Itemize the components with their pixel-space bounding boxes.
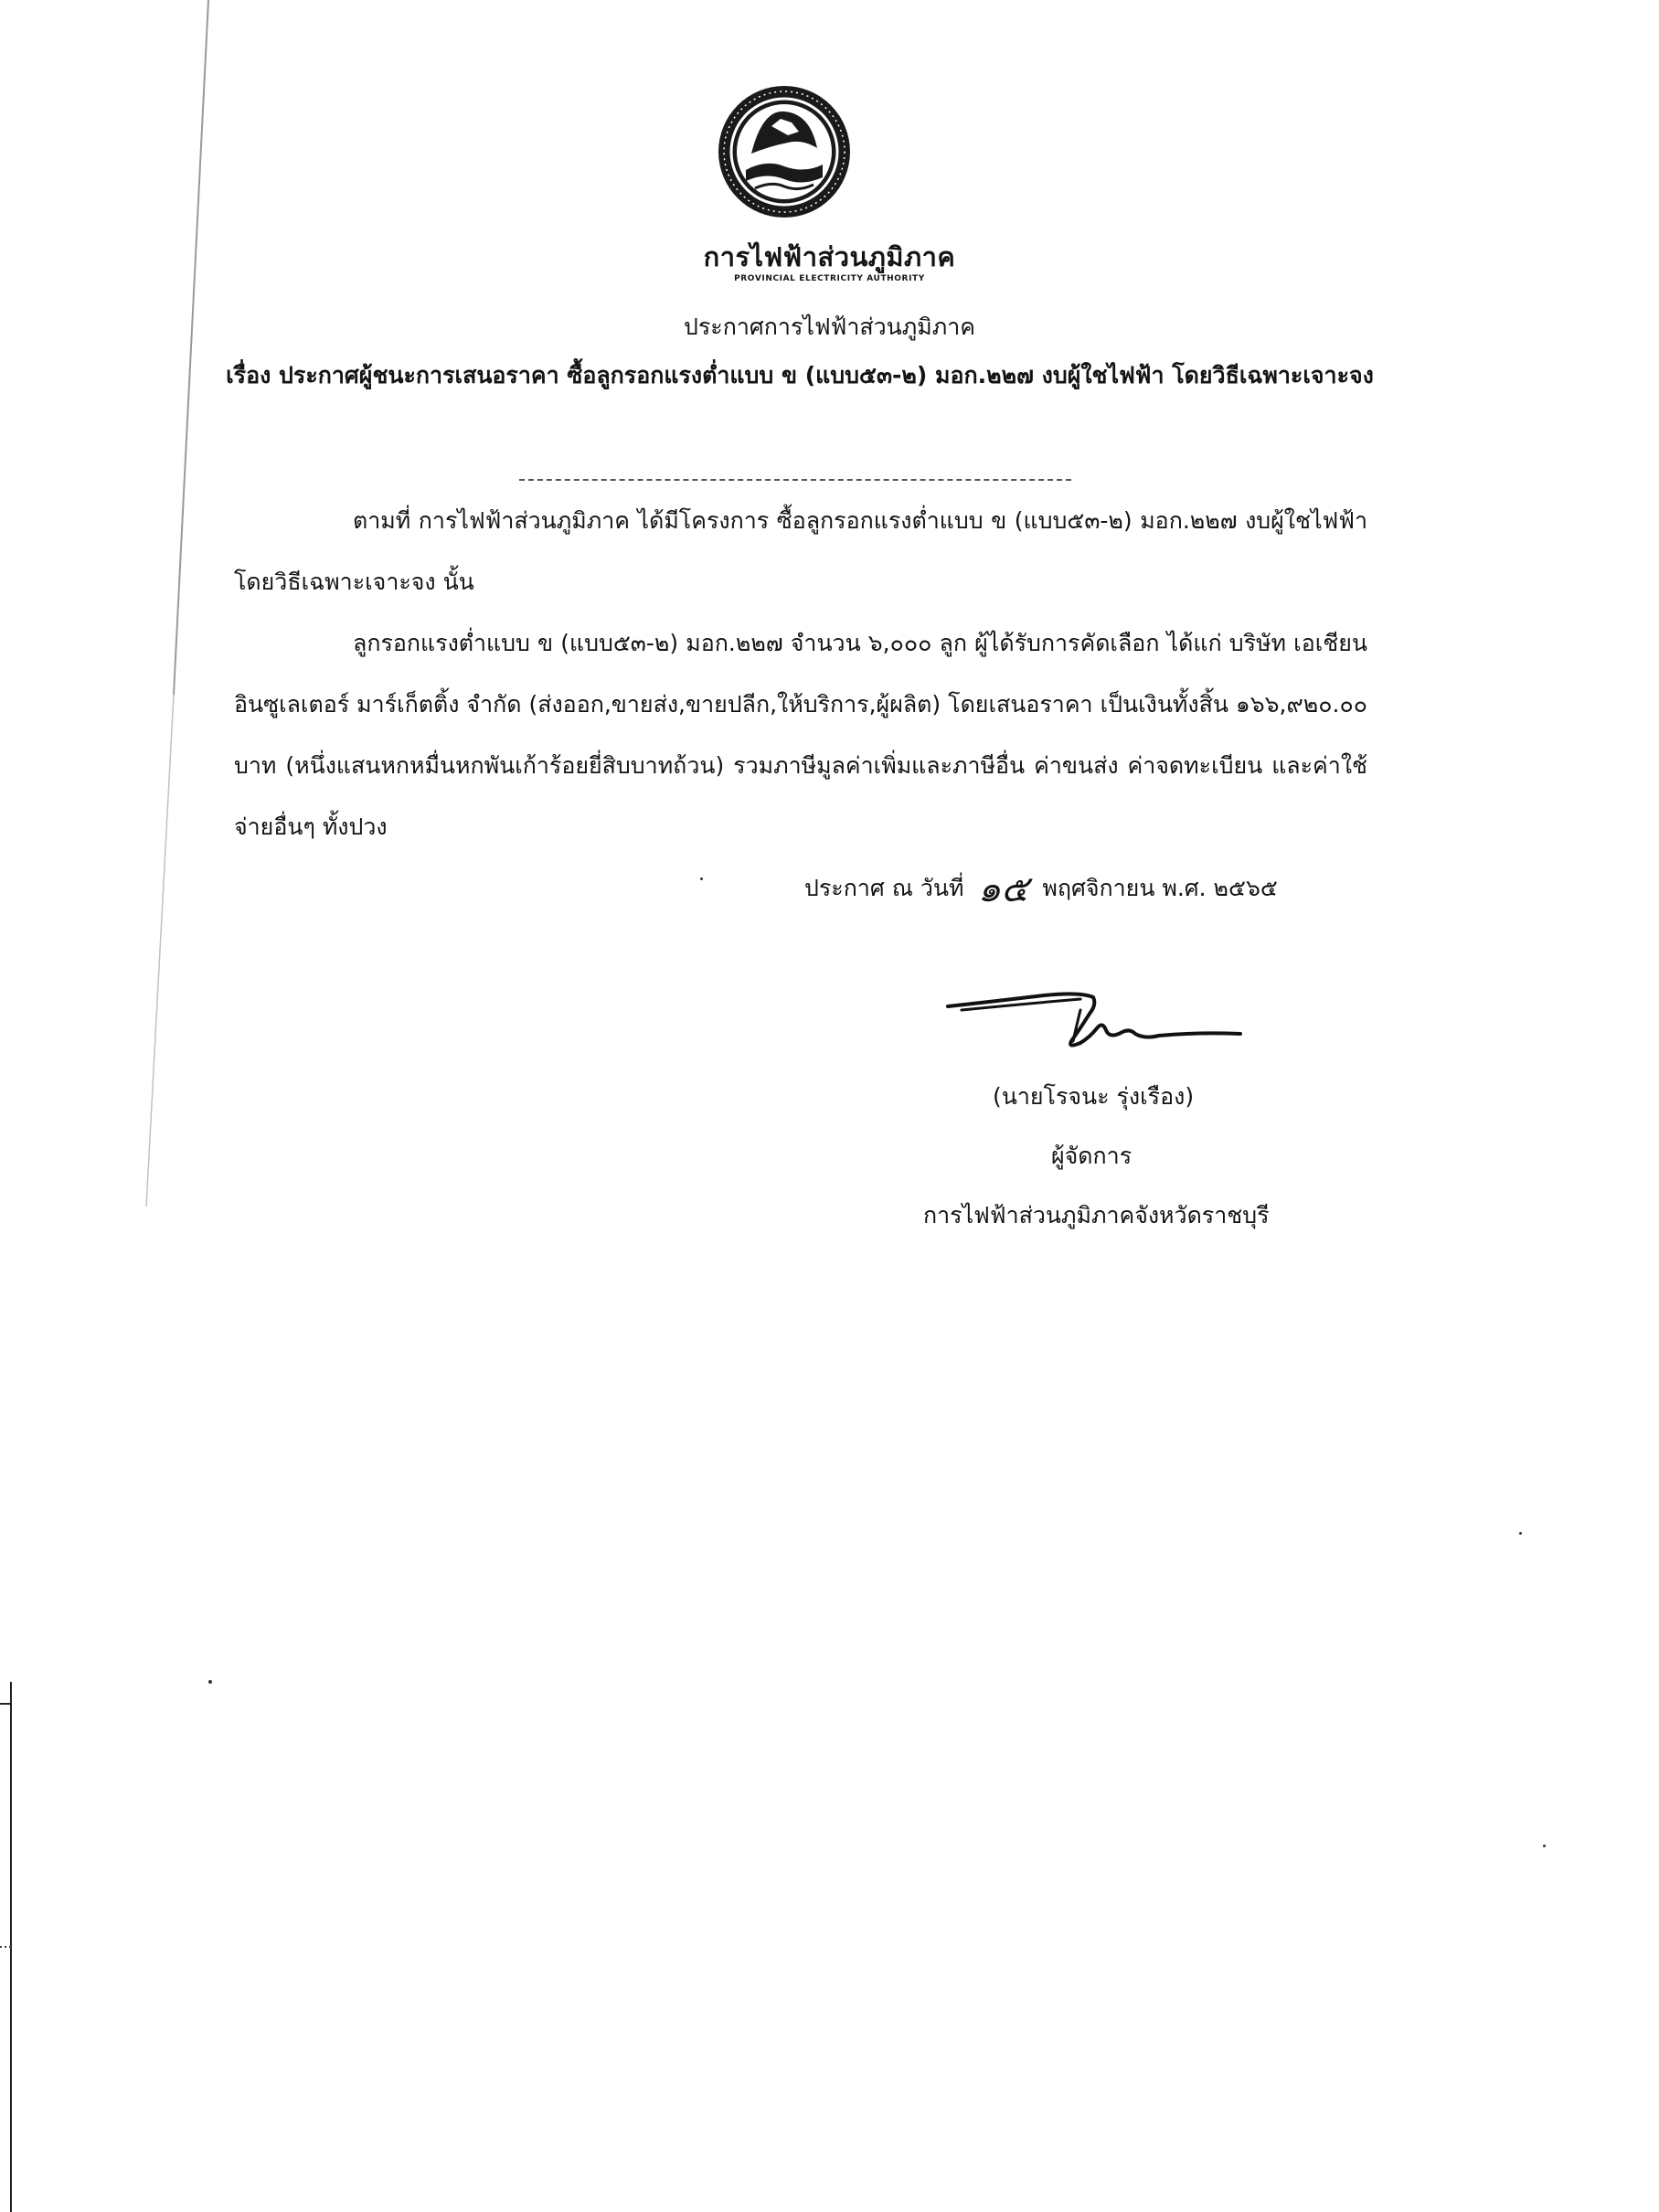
body-paragraph-1: ตามที่ การไฟฟ้าส่วนภูมิภาค ได้มีโครงการ ซื้อลูกรอกแรงต่ำแบบ ข (แบบ๕๓-๒) มอก.๒๒๗ งบผู้ใชไฟฟ้า โดยวิธีเฉพาะเจาะจง นั้น bbox=[234, 507, 1367, 595]
scan-speck bbox=[1519, 1532, 1522, 1535]
announcement-date bbox=[804, 859, 1278, 918]
announcement-title: ประกาศการไฟฟ้าส่วนภูมิภาค bbox=[684, 314, 975, 340]
announcement-day-handwritten: ๑๕ bbox=[977, 868, 1029, 910]
dashed-divider bbox=[519, 479, 1071, 481]
signatory-position: ผู้จัดการ bbox=[1051, 1143, 1133, 1169]
signatory-name: (นายโรจนะ รุ่งเรือง) bbox=[993, 1083, 1195, 1110]
announcement-subject: เรื่อง ประกาศผู้ชนะการเสนอราคา ซื้อลูกรอกแรงต่ำแบบ ข (แบบ๕๓-๒) มอก.๒๒๗ งบผู้ใชไฟฟ้า โดยวิธีเฉพาะเจาะจง bbox=[226, 362, 1374, 388]
scan-speck bbox=[208, 1680, 212, 1684]
scan-speck bbox=[700, 877, 703, 880]
organization-name-english: PROVINCIAL ELECTRICITY AUTHORITY bbox=[734, 274, 925, 283]
handwritten-signature bbox=[943, 973, 1245, 1074]
announcement-month-year: พฤศจิกายน พ.ศ. ๒๕๖๕ bbox=[1042, 875, 1278, 901]
scan-speck bbox=[1543, 1845, 1546, 1847]
signatory-organization: การไฟฟ้าส่วนภูมิภาคจังหวัดราชบุรี bbox=[923, 1202, 1270, 1228]
body-paragraph-2: ลูกรอกแรงต่ำแบบ ข (แบบ๕๓-๒) มอก.๒๒๗ จำนวน ๖,๐๐๐ ลูก ผู้ได้รับการคัดเลือก ได้แก่ บริษัท เอเชียน อินซูเลเตอร์ มาร์เก็ตติ้ง จำกัด (ส่งออก,ขายส่ง,ขายปลีก,ให้บริการ,ผู้ผลิต) โดยเสนอราคา เป็นเงินทั้งสิ้น ๑๖๖,๙๒๐.๐๐ บาท (หนึ่งแสนหกหมื่นหกพันเก้าร้อยยี่สิบบาทถ้วน) รวมภาษีมูลค่าเพิ่มและภาษีอื่น ค่าขนส่ง ค่าจดทะเบียน และค่าใช้จ่ายอื่นๆ ทั้งปวง bbox=[234, 630, 1367, 840]
announcement-date-prefix: ประกาศ ณ วันที่ bbox=[804, 875, 964, 901]
organization-name-thai: การไฟฟ้าส่วนภูมิภาค bbox=[703, 241, 956, 272]
pea-seal-icon bbox=[715, 82, 854, 221]
